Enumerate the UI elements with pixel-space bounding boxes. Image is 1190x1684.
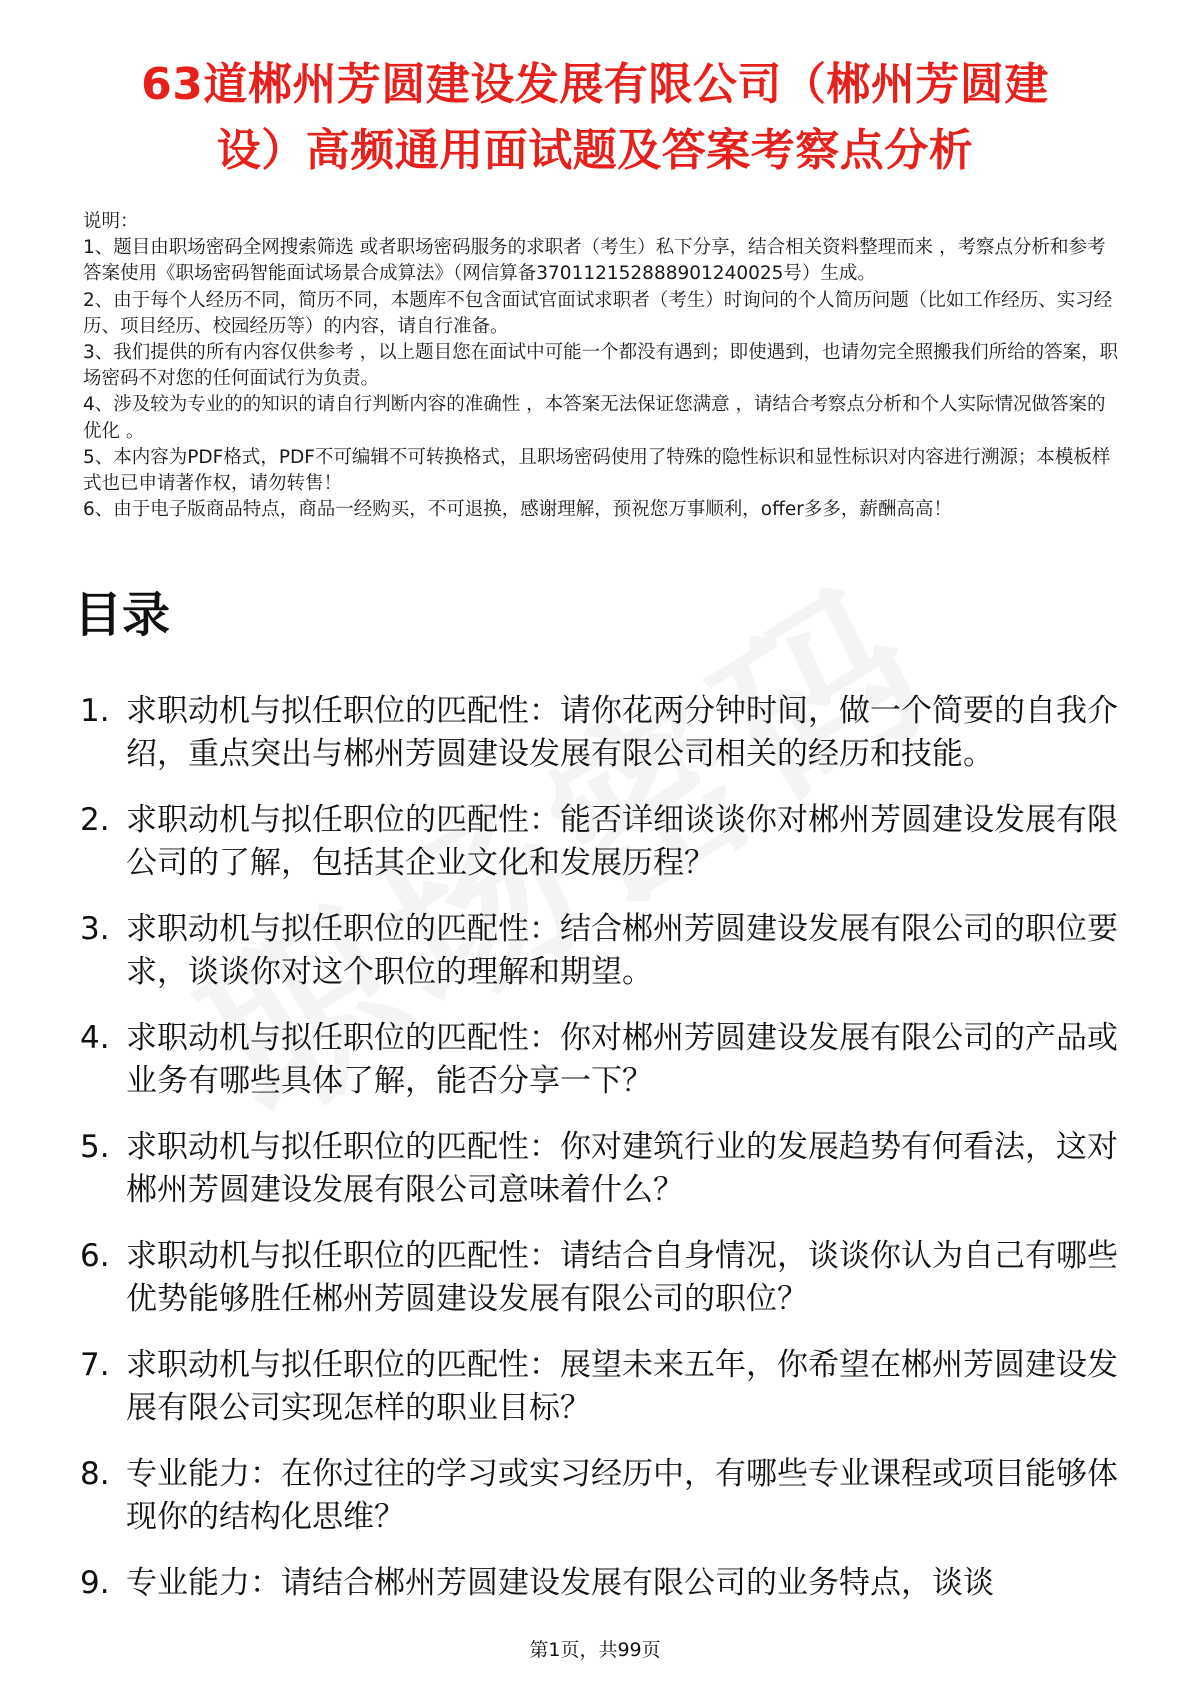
toc-item[interactable]: [80, 1126, 1120, 1212]
toc-item[interactable]: [80, 1453, 1120, 1539]
toc-item[interactable]: [80, 1235, 1120, 1321]
toc-heading: 目录: [74, 587, 171, 643]
page-footer: 第1页，共99页: [529, 1639, 661, 1661]
toc-item-text: 专业能力：在你过往的学习或实习经历中，有哪些专业课程或项目能够体现你的结构化思维？: [126, 1456, 1118, 1535]
toc-item-text: 求职动机与拟任职位的匹配性：你对建筑行业的发展趋势有何看法，这对郴州芳圆建设发展有限公司意味着什么？: [126, 1129, 1118, 1208]
toc-item-text: 求职动机与拟任职位的匹配性：展望未来五年，你希望在郴州芳圆建设发展有限公司实现怎样的职业目标？: [126, 1347, 1118, 1426]
toc-item[interactable]: [80, 799, 1120, 885]
toc-item-text: 求职动机与拟任职位的匹配性：你对郴州芳圆建设发展有限公司的产品或业务有哪些具体了解，能否分享一下？: [126, 1020, 1118, 1099]
toc-item-number: 2.: [80, 802, 110, 838]
toc-item-text: 专业能力：请结合郴州芳圆建设发展有限公司的业务特点，谈谈: [126, 1565, 994, 1601]
toc-item[interactable]: [80, 908, 1120, 994]
note-item: 5、本内容为PDF格式，PDF不可编辑不可转换格式，且职场密码使用了特殊的隐性标识和显性标识对内容进行溯源；本模板样式也已申请著作权，请勿转售！: [83, 446, 1111, 495]
toc-item-text: 求职动机与拟任职位的匹配性：结合郴州芳圆建设发展有限公司的职位要求，谈谈你对这个职位的理解和期望。: [126, 911, 1118, 990]
document-title: [70, 52, 1120, 184]
title-line-2: 设）高频通用面试题及答案考察点分析: [216, 125, 974, 176]
note-item: 4、涉及较为专业的的知识的请自行判断内容的准确性 ，本答案无法保证您满意 ，请结合考察点分析和个人实际情况做答案的优化 。: [83, 394, 1106, 442]
note-item: 3、我们提供的所有内容仅供参考 ，以上题目您在面试中可能一个都没有遇到；即使遇到，也请勿完全照搬我们所给的答案，职场密码不对您的任何面试行为负责。: [83, 342, 1119, 390]
table-of-contents: [80, 690, 1120, 1628]
toc-item[interactable]: [80, 1344, 1120, 1430]
toc-item-text: 求职动机与拟任职位的匹配性：能否详细谈谈你对郴州芳圆建设发展有限公司的了解，包括其企业文化和发展历程？: [126, 802, 1118, 881]
toc-item[interactable]: [80, 1017, 1120, 1103]
toc-item-text: 求职动机与拟任职位的匹配性：请你花两分钟时间，做一个简要的自我介绍，重点突出与郴州芳圆建设发展有限公司相关的经历和技能。: [126, 693, 1118, 772]
toc-item[interactable]: [80, 690, 1120, 776]
toc-item-number: 1.: [80, 693, 110, 729]
toc-item-number: 3.: [80, 911, 110, 947]
toc-item-number: 4.: [80, 1020, 110, 1056]
note-item: 2、由于每个人经历不同，简历不同，本题库不包含面试官面试求职者（考生）时询问的个人简历问题（比如工作经历、实习经历、项目经历、校园经历等）的内容，请自行准备。: [83, 289, 1113, 337]
note-item: 6、由于电子版商品特点，商品一经购买，不可退换，感谢理解，预祝您万事顺利，offer多多，薪酬高高！: [83, 499, 952, 521]
toc-item-number: 7.: [80, 1347, 110, 1383]
toc-item-number: 9.: [80, 1565, 110, 1601]
toc-item-number: 8.: [80, 1456, 110, 1492]
toc-item-number: 6.: [80, 1238, 110, 1274]
toc-item-number: 5.: [80, 1129, 110, 1165]
notes-heading: 说明：: [83, 211, 139, 232]
note-item: 1、题目由职场密码全网搜索筛选 或者职场密码服务的求职者（考生）私下分享，结合相关资料整理而来 ，考察点分析和参考答案使用《职场密码智能面试场景合成算法》（网信算备370112152888901240025号）生成。: [83, 237, 1106, 285]
toc-item-text: 求职动机与拟任职位的匹配性：请结合自身情况，谈谈你认为自己有哪些优势能够胜任郴州芳圆建设发展有限公司的职位？: [126, 1238, 1118, 1317]
disclaimer-notes: [83, 209, 1123, 523]
toc-item[interactable]: [80, 1562, 1120, 1605]
title-line-1: 63道郴州芳圆建设发展有限公司（郴州芳圆建: [141, 59, 1049, 110]
